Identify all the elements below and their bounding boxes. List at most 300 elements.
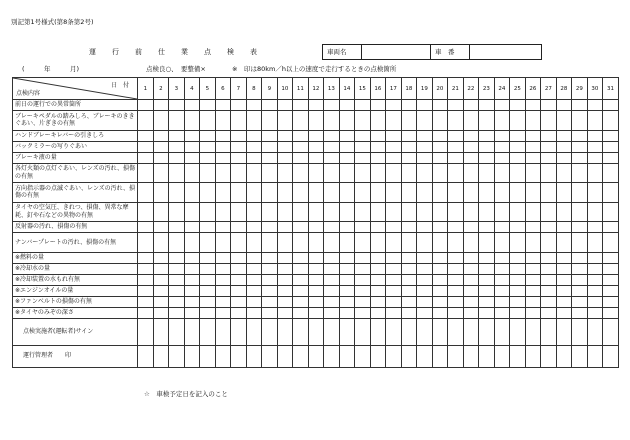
check-cell[interactable] [370,252,386,263]
check-cell[interactable] [525,183,541,203]
check-cell[interactable] [324,263,340,274]
check-cell[interactable] [463,183,479,203]
check-cell[interactable] [479,183,495,203]
check-cell[interactable] [463,222,479,233]
check-cell[interactable] [231,263,247,274]
check-cell[interactable] [479,130,495,141]
check-cell[interactable] [541,296,557,307]
check-cell[interactable] [572,307,588,318]
check-cell[interactable] [556,263,572,274]
check-cell[interactable] [603,233,619,253]
check-cell[interactable] [277,141,293,152]
check-cell[interactable] [277,307,293,318]
check-cell[interactable] [370,307,386,318]
check-cell[interactable] [587,233,603,253]
check-cell[interactable] [138,130,154,141]
check-cell[interactable] [510,263,526,274]
check-cell[interactable] [510,152,526,163]
check-cell[interactable] [153,263,169,274]
check-cell[interactable] [448,233,464,253]
check-cell[interactable] [324,345,340,367]
check-cell[interactable] [525,233,541,253]
check-cell[interactable] [308,263,324,274]
check-cell[interactable] [494,233,510,253]
check-cell[interactable] [525,152,541,163]
check-cell[interactable] [417,307,433,318]
check-cell[interactable] [231,152,247,163]
check-cell[interactable] [510,318,526,345]
check-cell[interactable] [386,183,402,203]
check-cell[interactable] [246,111,262,131]
check-cell[interactable] [138,296,154,307]
check-cell[interactable] [525,111,541,131]
check-cell[interactable] [463,130,479,141]
check-cell[interactable] [479,263,495,274]
check-cell[interactable] [231,318,247,345]
check-cell[interactable] [184,163,200,183]
check-cell[interactable] [510,202,526,222]
check-cell[interactable] [417,222,433,233]
check-cell[interactable] [339,274,355,285]
check-cell[interactable] [432,111,448,131]
check-cell[interactable] [525,252,541,263]
check-cell[interactable] [200,345,216,367]
check-cell[interactable] [587,274,603,285]
check-cell[interactable] [525,263,541,274]
check-cell[interactable] [200,163,216,183]
check-cell[interactable] [262,252,278,263]
check-cell[interactable] [153,318,169,345]
check-cell[interactable] [355,285,371,296]
check-cell[interactable] [153,222,169,233]
check-cell[interactable] [339,152,355,163]
check-cell[interactable] [200,285,216,296]
check-cell[interactable] [246,285,262,296]
check-cell[interactable] [417,296,433,307]
check-cell[interactable] [541,163,557,183]
check-cell[interactable] [215,183,231,203]
check-cell[interactable] [603,285,619,296]
check-cell[interactable] [463,345,479,367]
check-cell[interactable] [572,130,588,141]
check-cell[interactable] [510,252,526,263]
check-cell[interactable] [231,130,247,141]
check-cell[interactable] [479,111,495,131]
check-cell[interactable] [324,296,340,307]
check-cell[interactable] [153,345,169,367]
check-cell[interactable] [417,252,433,263]
check-cell[interactable] [200,100,216,111]
check-cell[interactable] [246,100,262,111]
check-cell[interactable] [262,183,278,203]
check-cell[interactable] [432,345,448,367]
check-cell[interactable] [525,285,541,296]
check-cell[interactable] [386,111,402,131]
check-cell[interactable] [339,183,355,203]
car-number-field[interactable] [470,45,541,59]
check-cell[interactable] [541,318,557,345]
check-cell[interactable] [355,163,371,183]
check-cell[interactable] [448,202,464,222]
check-cell[interactable] [200,202,216,222]
check-cell[interactable] [510,222,526,233]
check-cell[interactable] [324,202,340,222]
check-cell[interactable] [510,100,526,111]
check-cell[interactable] [510,233,526,253]
check-cell[interactable] [277,111,293,131]
check-cell[interactable] [432,100,448,111]
check-cell[interactable] [417,163,433,183]
check-cell[interactable] [386,296,402,307]
check-cell[interactable] [215,222,231,233]
check-cell[interactable] [184,152,200,163]
check-cell[interactable] [401,233,417,253]
check-cell[interactable] [231,202,247,222]
check-cell[interactable] [262,318,278,345]
check-cell[interactable] [262,285,278,296]
check-cell[interactable] [169,111,185,131]
check-cell[interactable] [246,274,262,285]
check-cell[interactable] [572,100,588,111]
check-cell[interactable] [587,152,603,163]
car-name-field[interactable] [362,45,431,59]
check-cell[interactable] [572,263,588,274]
check-cell[interactable] [494,152,510,163]
check-cell[interactable] [231,252,247,263]
check-cell[interactable] [448,263,464,274]
check-cell[interactable] [246,183,262,203]
check-cell[interactable] [308,233,324,253]
check-cell[interactable] [556,345,572,367]
check-cell[interactable] [293,111,309,131]
check-cell[interactable] [494,296,510,307]
check-cell[interactable] [138,285,154,296]
check-cell[interactable] [463,163,479,183]
check-cell[interactable] [417,100,433,111]
check-cell[interactable] [463,141,479,152]
check-cell[interactable] [200,130,216,141]
check-cell[interactable] [355,111,371,131]
check-cell[interactable] [293,141,309,152]
check-cell[interactable] [448,296,464,307]
check-cell[interactable] [169,263,185,274]
check-cell[interactable] [541,274,557,285]
check-cell[interactable] [525,130,541,141]
check-cell[interactable] [494,100,510,111]
check-cell[interactable] [401,296,417,307]
check-cell[interactable] [231,285,247,296]
check-cell[interactable] [308,274,324,285]
check-cell[interactable] [246,222,262,233]
check-cell[interactable] [603,296,619,307]
check-cell[interactable] [200,222,216,233]
check-cell[interactable] [479,100,495,111]
check-cell[interactable] [401,163,417,183]
check-cell[interactable] [184,296,200,307]
check-cell[interactable] [293,345,309,367]
check-cell[interactable] [169,318,185,345]
check-cell[interactable] [355,100,371,111]
check-cell[interactable] [215,345,231,367]
check-cell[interactable] [184,202,200,222]
check-cell[interactable] [231,222,247,233]
check-cell[interactable] [479,345,495,367]
check-cell[interactable] [277,100,293,111]
check-cell[interactable] [448,100,464,111]
check-cell[interactable] [556,111,572,131]
check-cell[interactable] [370,130,386,141]
check-cell[interactable] [153,274,169,285]
check-cell[interactable] [494,307,510,318]
check-cell[interactable] [448,274,464,285]
check-cell[interactable] [200,233,216,253]
check-cell[interactable] [572,233,588,253]
check-cell[interactable] [153,100,169,111]
check-cell[interactable] [308,202,324,222]
check-cell[interactable] [587,252,603,263]
check-cell[interactable] [572,274,588,285]
check-cell[interactable] [262,274,278,285]
check-cell[interactable] [556,100,572,111]
check-cell[interactable] [355,141,371,152]
check-cell[interactable] [448,163,464,183]
check-cell[interactable] [432,163,448,183]
check-cell[interactable] [308,345,324,367]
check-cell[interactable] [215,252,231,263]
check-cell[interactable] [339,141,355,152]
check-cell[interactable] [603,252,619,263]
check-cell[interactable] [463,263,479,274]
check-cell[interactable] [494,285,510,296]
check-cell[interactable] [293,252,309,263]
check-cell[interactable] [386,202,402,222]
check-cell[interactable] [510,274,526,285]
check-cell[interactable] [587,263,603,274]
check-cell[interactable] [308,252,324,263]
check-cell[interactable] [370,233,386,253]
check-cell[interactable] [231,296,247,307]
check-cell[interactable] [417,233,433,253]
check-cell[interactable] [324,152,340,163]
check-cell[interactable] [339,222,355,233]
check-cell[interactable] [386,307,402,318]
check-cell[interactable] [370,183,386,203]
check-cell[interactable] [355,152,371,163]
check-cell[interactable] [541,111,557,131]
check-cell[interactable] [370,202,386,222]
check-cell[interactable] [556,318,572,345]
check-cell[interactable] [587,100,603,111]
check-cell[interactable] [556,130,572,141]
check-cell[interactable] [324,163,340,183]
check-cell[interactable] [138,111,154,131]
check-cell[interactable] [138,152,154,163]
check-cell[interactable] [293,307,309,318]
check-cell[interactable] [200,274,216,285]
check-cell[interactable] [587,285,603,296]
check-cell[interactable] [138,222,154,233]
check-cell[interactable] [355,130,371,141]
check-cell[interactable] [355,307,371,318]
check-cell[interactable] [370,345,386,367]
check-cell[interactable] [432,233,448,253]
check-cell[interactable] [572,252,588,263]
check-cell[interactable] [401,130,417,141]
check-cell[interactable] [463,252,479,263]
check-cell[interactable] [215,141,231,152]
check-cell[interactable] [138,233,154,253]
check-cell[interactable] [386,163,402,183]
check-cell[interactable] [541,307,557,318]
check-cell[interactable] [262,202,278,222]
check-cell[interactable] [231,233,247,253]
check-cell[interactable] [525,318,541,345]
check-cell[interactable] [215,296,231,307]
check-cell[interactable] [587,222,603,233]
check-cell[interactable] [153,202,169,222]
check-cell[interactable] [277,152,293,163]
check-cell[interactable] [308,183,324,203]
check-cell[interactable] [479,307,495,318]
check-cell[interactable] [541,202,557,222]
check-cell[interactable] [293,285,309,296]
check-cell[interactable] [510,307,526,318]
check-cell[interactable] [510,163,526,183]
check-cell[interactable] [494,263,510,274]
check-cell[interactable] [153,307,169,318]
check-cell[interactable] [587,307,603,318]
check-cell[interactable] [587,183,603,203]
check-cell[interactable] [463,152,479,163]
check-cell[interactable] [556,307,572,318]
check-cell[interactable] [200,152,216,163]
check-cell[interactable] [386,285,402,296]
check-cell[interactable] [169,183,185,203]
check-cell[interactable] [184,222,200,233]
check-cell[interactable] [386,100,402,111]
check-cell[interactable] [463,307,479,318]
check-cell[interactable] [401,274,417,285]
check-cell[interactable] [262,345,278,367]
check-cell[interactable] [293,130,309,141]
check-cell[interactable] [277,285,293,296]
check-cell[interactable] [587,163,603,183]
check-cell[interactable] [184,263,200,274]
check-cell[interactable] [339,233,355,253]
check-cell[interactable] [215,130,231,141]
check-cell[interactable] [525,307,541,318]
check-cell[interactable] [541,152,557,163]
check-cell[interactable] [417,152,433,163]
check-cell[interactable] [448,152,464,163]
check-cell[interactable] [277,252,293,263]
check-cell[interactable] [386,345,402,367]
check-cell[interactable] [572,111,588,131]
check-cell[interactable] [200,141,216,152]
check-cell[interactable] [169,233,185,253]
check-cell[interactable] [525,202,541,222]
check-cell[interactable] [308,296,324,307]
check-cell[interactable] [401,252,417,263]
check-cell[interactable] [432,152,448,163]
check-cell[interactable] [324,233,340,253]
check-cell[interactable] [277,163,293,183]
check-cell[interactable] [556,252,572,263]
check-cell[interactable] [355,202,371,222]
check-cell[interactable] [603,163,619,183]
check-cell[interactable] [246,233,262,253]
check-cell[interactable] [184,100,200,111]
check-cell[interactable] [479,252,495,263]
check-cell[interactable] [277,296,293,307]
check-cell[interactable] [603,183,619,203]
check-cell[interactable] [339,202,355,222]
check-cell[interactable] [184,307,200,318]
check-cell[interactable] [277,202,293,222]
check-cell[interactable] [401,183,417,203]
check-cell[interactable] [215,111,231,131]
check-cell[interactable] [262,152,278,163]
check-cell[interactable] [572,152,588,163]
check-cell[interactable] [432,222,448,233]
check-cell[interactable] [231,100,247,111]
check-cell[interactable] [184,111,200,131]
check-cell[interactable] [572,285,588,296]
check-cell[interactable] [215,100,231,111]
check-cell[interactable] [169,130,185,141]
check-cell[interactable] [138,274,154,285]
check-cell[interactable] [417,183,433,203]
check-cell[interactable] [386,222,402,233]
check-cell[interactable] [510,130,526,141]
check-cell[interactable] [246,152,262,163]
check-cell[interactable] [556,274,572,285]
check-cell[interactable] [246,202,262,222]
check-cell[interactable] [153,285,169,296]
check-cell[interactable] [463,274,479,285]
check-cell[interactable] [401,152,417,163]
check-cell[interactable] [184,233,200,253]
check-cell[interactable] [525,296,541,307]
check-cell[interactable] [231,183,247,203]
check-cell[interactable] [463,285,479,296]
check-cell[interactable] [370,274,386,285]
check-cell[interactable] [308,285,324,296]
check-cell[interactable] [587,318,603,345]
check-cell[interactable] [370,100,386,111]
check-cell[interactable] [215,285,231,296]
check-cell[interactable] [293,100,309,111]
check-cell[interactable] [200,318,216,345]
check-cell[interactable] [587,345,603,367]
check-cell[interactable] [324,111,340,131]
check-cell[interactable] [603,274,619,285]
check-cell[interactable] [463,202,479,222]
check-cell[interactable] [339,296,355,307]
check-cell[interactable] [603,100,619,111]
check-cell[interactable] [200,263,216,274]
check-cell[interactable] [572,296,588,307]
check-cell[interactable] [432,252,448,263]
check-cell[interactable] [541,130,557,141]
check-cell[interactable] [541,285,557,296]
check-cell[interactable] [200,183,216,203]
check-cell[interactable] [308,163,324,183]
check-cell[interactable] [510,285,526,296]
check-cell[interactable] [556,202,572,222]
check-cell[interactable] [246,307,262,318]
check-cell[interactable] [432,296,448,307]
